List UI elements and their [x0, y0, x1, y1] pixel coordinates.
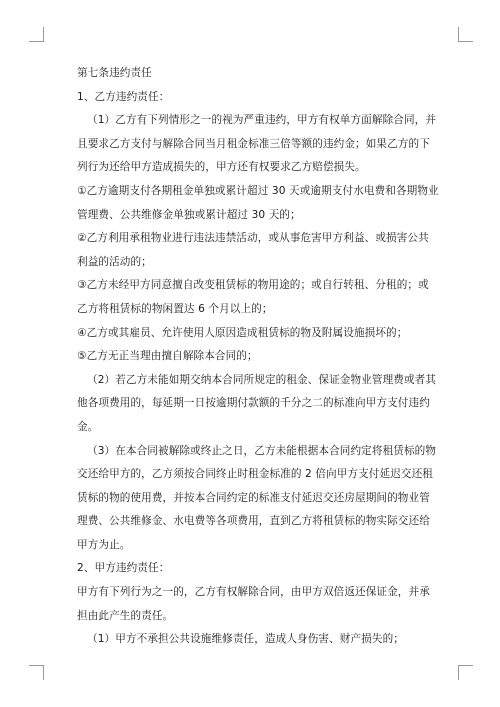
document-body — [77, 62, 439, 652]
breach-item-1: ①乙方逾期支付各期租金单独或累计超过 30 天或逾期支付水电费和各期物业管理费、公共维修金单独或累计超过 30 天的； — [77, 184, 439, 221]
party-a-breach-item-1: （1）甲方不承担公共设施维修责任，造成人身伤害、财产损失的； — [87, 633, 404, 646]
clause-2-late-payment: （2）若乙方未能如期交纳本合同所规定的租金、保证金物业管理费或者其他各项费用的，每延期一日按逾期付款额的千分之二的标准向甲方支付违约金。 — [77, 373, 437, 433]
party-a-breach-intro: 甲方有下列行为之一的，乙方有权解除合同，由甲方双倍返还保证金，并承担由此产生的责任。 — [77, 586, 430, 622]
section-heading-party-a: 2、甲方违约责任： — [77, 562, 170, 575]
section-heading-party-b: 1、乙方违约责任： — [77, 90, 170, 103]
clause-3-late-return: （3）在本合同被解除或终止之日，乙方未能根据本合同约定将租赁标的物交还给甲方的，乙方须按合同终止时租金标准的 2 倍向甲方支付延迟交还租赁标的物的使用费，并按本合同约定的标准支付延迟交还房屋期间的物业管理费、公共维修金、水电费等各项费用，直到乙方将租赁标的物实际交还给甲方为止。 — [77, 444, 437, 551]
crop-mark-bottom-right — [458, 665, 473, 680]
breach-item-3: ③乙方未经甲方同意擅自改变租赁标的物用途的；或自行转租、分租的；或乙方将租赁标的物闲置达 6 个月以上的； — [77, 279, 429, 315]
crop-mark-bottom-left — [29, 665, 44, 680]
clause-1-serious-breach: （1）乙方有下列情形之一的视为严重违约，甲方有权单方面解除合同，并且要求乙方支付与解除合同当月租金标准三倍等额的违约金；如果乙方的下列行为还给甲方造成损失的，甲方还有权要求乙方赔偿损失。 — [77, 114, 437, 174]
crop-mark-top-left — [29, 27, 44, 42]
breach-item-5: ⑤乙方无正当理由擅自解除本合同的； — [77, 350, 258, 363]
breach-item-2: ②乙方利用承租物业进行违法违禁活动，或从事危害甲方利益、或损害公共利益的活动的； — [77, 232, 429, 268]
crop-mark-top-right — [458, 27, 473, 42]
breach-item-4: ④乙方或其雇员、允许使用人原因造成租赁标的物及附属设施损坏的； — [77, 326, 408, 339]
article-heading: 第七条违约责任 — [77, 67, 152, 79]
